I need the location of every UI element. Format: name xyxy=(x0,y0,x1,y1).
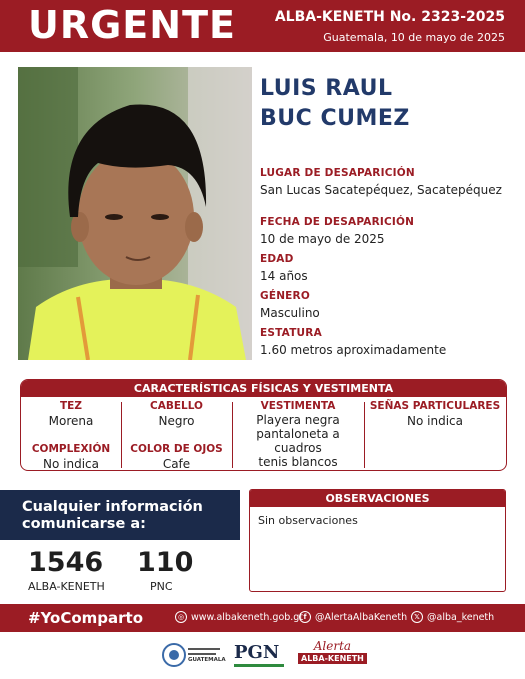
field-value: 14 años xyxy=(260,269,308,283)
alert-number: ALBA-KENETH No. 2323-2025 xyxy=(274,9,505,25)
place-date: Guatemala, 10 de mayo de 2025 xyxy=(323,31,505,44)
field-value: 1.60 metros aproximadamente xyxy=(260,343,447,357)
complexion-value: No indica xyxy=(43,457,99,471)
clothing-line: cuadros xyxy=(274,441,322,455)
observations-title: OBSERVACIONES xyxy=(250,490,505,507)
header-bar xyxy=(0,0,525,52)
pgn-logo xyxy=(234,642,284,667)
portrait-illustration xyxy=(18,67,252,360)
field-label: EDAD xyxy=(260,253,294,265)
phone-label-pnc: PNC xyxy=(150,580,173,593)
alerta-keneth-text: ALBA-KENETH xyxy=(298,653,367,664)
footer-bar xyxy=(0,604,525,632)
marks-value: No indica xyxy=(407,414,463,428)
observations-text: Sin observaciones xyxy=(258,514,358,527)
pgn-stripe xyxy=(234,664,284,667)
field-label: ESTATURA xyxy=(260,327,322,339)
phone-number-pnc[interactable]: 110 xyxy=(137,547,194,578)
government-logo xyxy=(162,640,226,670)
contact-line-2: comunicarse a: xyxy=(22,516,146,532)
website-text: www.albakeneth.gob.gt xyxy=(191,611,304,623)
contact-line-1: Cualquier información xyxy=(22,499,203,515)
column-clothing xyxy=(233,400,363,469)
clothing-label: VESTIMENTA xyxy=(260,400,336,412)
field-value: Masculino xyxy=(260,306,320,320)
pgn-text: PGN xyxy=(234,642,280,663)
name-line-2: BUC CUMEZ xyxy=(260,106,410,131)
field-value: 10 de mayo de 2025 xyxy=(260,232,385,246)
contact-banner xyxy=(0,490,240,540)
field-age xyxy=(260,253,308,283)
phone-number-alba-keneth[interactable]: 1546 xyxy=(28,547,104,578)
column-distinguishing-marks xyxy=(365,400,505,428)
field-value: San Lucas Sacatepéquez, Sacatepéquez xyxy=(260,183,502,197)
x-text: @alba_keneth xyxy=(427,611,495,623)
complexion-label: COMPLEXIÓN xyxy=(31,443,111,455)
field-height xyxy=(260,327,446,357)
hair-label: CABELLO xyxy=(150,400,203,412)
urgent-title: URGENTE xyxy=(28,3,236,47)
phone-label-alba-keneth: ALBA-KENETH xyxy=(28,580,105,593)
alerta-logo xyxy=(298,639,367,664)
eye-color-value: Cafe xyxy=(162,457,191,471)
field-gender xyxy=(260,290,320,320)
x-icon: 𝕏 xyxy=(411,611,423,623)
logos-row xyxy=(0,636,525,679)
name-line-1: LUIS RAUL xyxy=(260,76,393,101)
hair-value: Negro xyxy=(158,414,195,428)
clothing-line: pantaloneta a xyxy=(256,427,340,441)
field-label: LUGAR DE DESAPARICIÓN xyxy=(260,167,415,179)
facebook-text: @AlertaAlbaKeneth xyxy=(315,611,408,623)
observations-panel xyxy=(249,489,506,592)
clothing-line: tenis blancos xyxy=(258,455,338,469)
field-disappearance-place xyxy=(260,167,502,197)
eye-color-label: COLOR DE OJOS xyxy=(130,443,223,455)
characteristics-title: CARACTERÍSTICAS FÍSICAS Y VESTIMENTA xyxy=(21,380,506,397)
column-hair-eyes xyxy=(122,400,231,471)
marks-label: SEÑAS PARTICULARES xyxy=(369,400,501,412)
clothing-line: Playera negra xyxy=(256,413,340,427)
facebook-icon: f xyxy=(299,611,311,623)
field-disappearance-date xyxy=(260,216,414,246)
field-label: FECHA DE DESAPARICIÓN xyxy=(260,216,415,228)
x-link[interactable] xyxy=(411,611,494,623)
website-link[interactable] xyxy=(175,611,303,623)
gov-text: GUATEMALA xyxy=(188,657,226,663)
facebook-link[interactable] xyxy=(299,611,407,623)
missing-person-photo xyxy=(18,67,252,360)
coat-of-arms-icon xyxy=(162,640,222,670)
field-label: GÉNERO xyxy=(260,290,310,302)
characteristics-panel xyxy=(20,379,507,471)
globe-icon: ◎ xyxy=(175,611,187,623)
alerta-text: Alerta xyxy=(313,639,352,653)
person-name xyxy=(260,74,410,134)
hashtag: #YoComparto xyxy=(28,609,144,627)
tez-label: TEZ xyxy=(60,400,82,412)
column-tez-complexion xyxy=(21,400,121,471)
tez-value: Morena xyxy=(48,414,94,428)
